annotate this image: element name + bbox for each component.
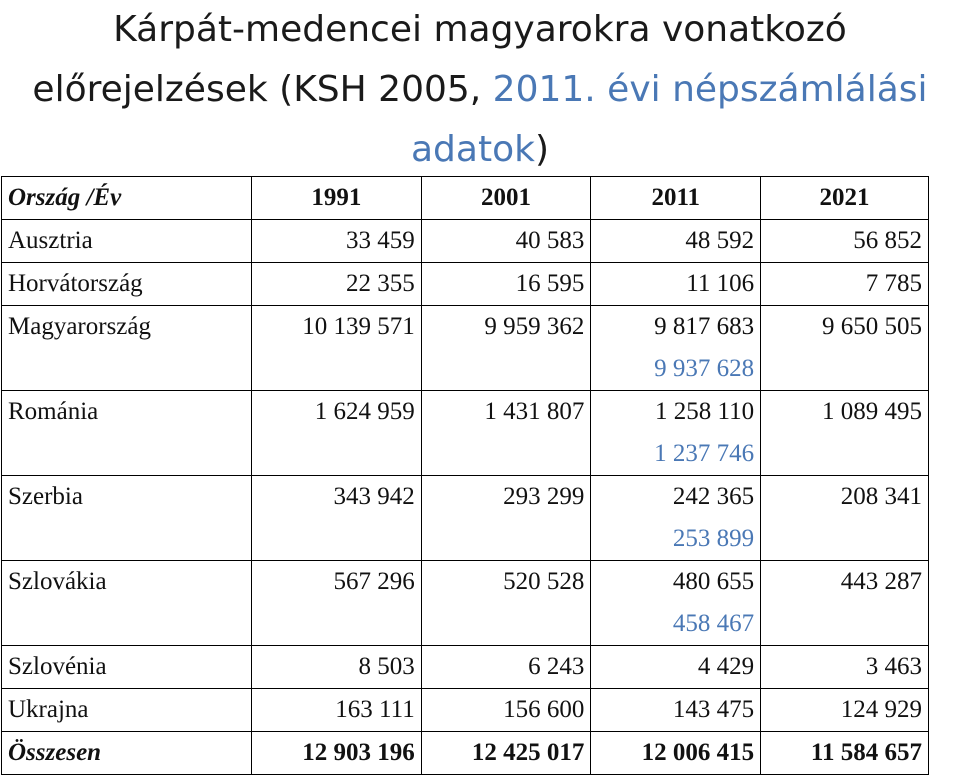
row-country: Szerbia [2, 476, 252, 561]
cell-1991: 10 139 571 [252, 306, 422, 391]
cell-2001: 156 600 [421, 689, 591, 732]
total-2021: 11 584 657 [761, 732, 929, 775]
row-country: Ausztria [2, 220, 252, 263]
cell-2001: 9 959 362 [421, 306, 591, 391]
row-country: Szlovákia [2, 561, 252, 646]
total-1991: 12 903 196 [252, 732, 422, 775]
cell-2011 [591, 561, 761, 646]
cell-2011-value: 480 655 [672, 568, 755, 595]
cell-2011 [591, 476, 761, 561]
cell-2011-census: 1 237 746 [654, 440, 755, 467]
table-row [2, 391, 929, 476]
cell-2001: 16 595 [421, 263, 591, 306]
cell-2011: 4 429 [591, 646, 761, 689]
header-2001: 2001 [421, 177, 591, 220]
table-row [2, 561, 929, 646]
cell-2021: 1 089 495 [761, 391, 929, 476]
table-total-row [2, 732, 929, 775]
row-country: Ukrajna [2, 689, 252, 732]
cell-2021: 443 287 [761, 561, 929, 646]
total-label: Összesen [2, 732, 252, 775]
cell-2021: 7 785 [761, 263, 929, 306]
cell-1991: 8 503 [252, 646, 422, 689]
total-2001: 12 425 017 [421, 732, 591, 775]
table-row [2, 689, 929, 732]
row-country: Horvátország [2, 263, 252, 306]
cell-2011-value: 242 365 [672, 483, 755, 510]
cell-2011: 48 592 [591, 220, 761, 263]
header-1991: 1991 [252, 177, 422, 220]
title-part-1: Kárpát-medencei magyarokra vonatkozó előrejelzések (KSH 2005, [32, 9, 847, 110]
header-2021: 2021 [761, 177, 929, 220]
cell-2001: 6 243 [421, 646, 591, 689]
table-header-row [2, 177, 929, 220]
cell-2001: 1 431 807 [421, 391, 591, 476]
cell-1991: 33 459 [252, 220, 422, 263]
title-part-3: ) [534, 129, 549, 170]
cell-2011 [591, 306, 761, 391]
row-country: Magyarország [2, 306, 252, 391]
header-country: Ország /Év [2, 177, 252, 220]
cell-2011: 143 475 [591, 689, 761, 732]
cell-2011-census: 253 899 [672, 525, 755, 552]
page-title [0, 0, 960, 180]
cell-2021: 208 341 [761, 476, 929, 561]
cell-2021: 9 650 505 [761, 306, 929, 391]
row-country: Szlovénia [2, 646, 252, 689]
cell-2001: 293 299 [421, 476, 591, 561]
cell-2001: 520 528 [421, 561, 591, 646]
cell-2011-census: 9 937 628 [654, 355, 755, 382]
cell-1991: 343 942 [252, 476, 422, 561]
table-row [2, 263, 929, 306]
table-row [2, 306, 929, 391]
cell-2011-census: 458 467 [672, 610, 755, 637]
cell-1991: 567 296 [252, 561, 422, 646]
cell-1991: 22 355 [252, 263, 422, 306]
cell-1991: 1 624 959 [252, 391, 422, 476]
total-2011: 12 006 415 [591, 732, 761, 775]
title-part-2: 2011. évi népszámlálási adatok [410, 69, 928, 170]
row-country: Románia [2, 391, 252, 476]
population-table [1, 176, 929, 775]
cell-1991: 163 111 [252, 689, 422, 732]
table-row [2, 476, 929, 561]
cell-2021: 56 852 [761, 220, 929, 263]
cell-2011-value: 1 258 110 [655, 398, 755, 425]
cell-2011-value: 9 817 683 [654, 313, 755, 340]
cell-2021: 124 929 [761, 689, 929, 732]
cell-2011 [591, 391, 761, 476]
table-row [2, 220, 929, 263]
cell-2011: 11 106 [591, 263, 761, 306]
table-row [2, 646, 929, 689]
cell-2021: 3 463 [761, 646, 929, 689]
cell-2001: 40 583 [421, 220, 591, 263]
header-2011: 2011 [591, 177, 761, 220]
